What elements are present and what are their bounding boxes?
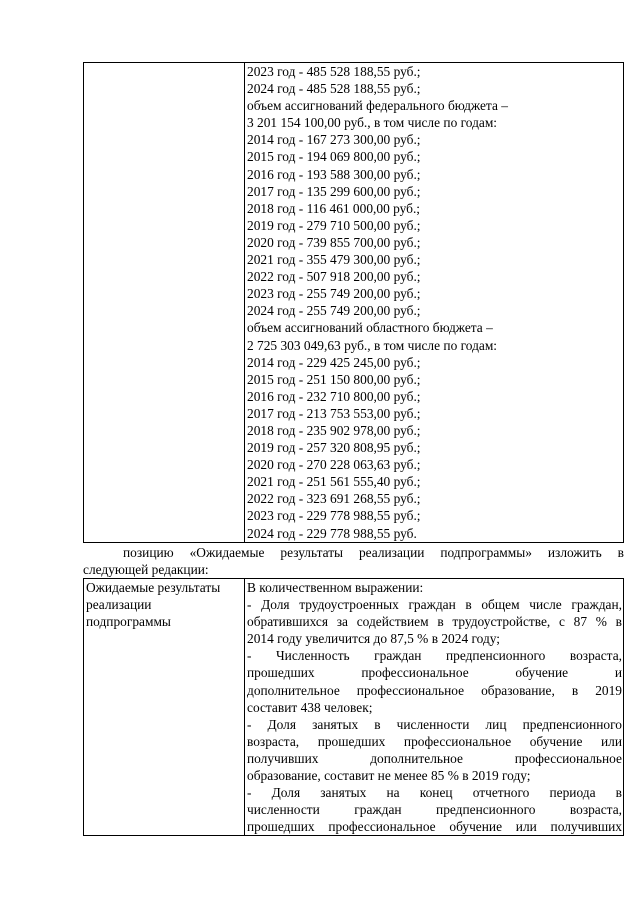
funding-line: 2020 год - 270 228 063,63 руб.; (247, 457, 421, 473)
funding-line: 2019 год - 257 320 808,95 руб.; (247, 440, 421, 456)
result-item-line: - Доля трудоустроенных граждан в общем числе граждан, (247, 597, 622, 613)
result-item-line: прошедших профессиональное обучение и (247, 665, 622, 681)
result-item-line: обратившихся за содействием в трудоустройстве, с 87 % в (247, 614, 622, 630)
funding-line: 2015 год - 194 069 800,00 руб.; (247, 149, 421, 165)
funding-line: 2 725 303 049,63 руб., в том числе по годам: (247, 337, 498, 353)
funding-line: 2019 год - 279 710 500,00 руб.; (247, 217, 421, 233)
label-line: подпрограммы (86, 614, 171, 630)
instruction-line-1: позицию «Ожидаемые результаты реализации подпрограммы» изложить в (123, 545, 624, 560)
empty-label-cell (84, 63, 245, 543)
funding-line: 2024 год - 255 749 200,00 руб.; (247, 303, 421, 319)
funding-table (83, 62, 624, 543)
label-line: Ожидаемые результаты (86, 580, 221, 595)
funding-line: 2016 год - 193 588 300,00 руб.; (247, 166, 421, 182)
funding-line: 2022 год - 507 918 200,00 руб.; (247, 269, 421, 285)
table-row (84, 579, 624, 836)
funding-line: 2014 год - 167 273 300,00 руб.; (247, 132, 421, 148)
funding-line: 2017 год - 213 753 553,00 руб.; (247, 405, 421, 421)
funding-line: 2023 год - 485 528 188,55 руб.; (247, 64, 421, 79)
instruction-paragraph (83, 544, 624, 578)
result-item-line: - Доля занятых на конец отчетного периода в (247, 785, 622, 801)
label-line: реализации (86, 597, 152, 613)
funding-line: 2023 год - 255 749 200,00 руб.; (247, 286, 421, 302)
result-item-line: прошедших профессиональное обучение или получивших (247, 819, 622, 835)
funding-cell (245, 63, 624, 543)
funding-line: 2022 год - 323 691 268,55 руб.; (247, 491, 421, 507)
funding-line: 2014 год - 229 425 245,00 руб.; (247, 354, 421, 370)
result-item-line: возраста, прошедших профессиональное обучение или (247, 733, 622, 749)
funding-line: 2023 год - 229 778 988,55 руб.; (247, 508, 421, 524)
funding-line: 2024 год - 485 528 188,55 руб.; (247, 81, 421, 97)
funding-line: 3 201 154 100,00 руб., в том числе по годам: (247, 115, 498, 131)
funding-line: 2020 год - 739 855 700,00 руб.; (247, 234, 421, 250)
funding-line: 2018 год - 116 461 000,00 руб.; (247, 200, 421, 216)
funding-line: 2021 год - 355 479 300,00 руб.; (247, 252, 421, 268)
result-item-line: получивших дополнительное профессиональное (247, 750, 622, 766)
result-item-line: - Численность граждан предпенсионного возраста, (247, 648, 622, 664)
result-item-line: составит 438 человек; (247, 699, 373, 715)
table-row (84, 63, 624, 543)
funding-line: 2016 год - 232 710 800,00 руб.; (247, 388, 421, 404)
result-item-line: 2014 году увеличится до 87,5 % в 2024 году; (247, 631, 501, 647)
result-item-line: дополнительное профессиональное образование, в 2019 (247, 682, 622, 698)
funding-line: 2018 год - 235 902 978,00 руб.; (247, 422, 421, 438)
funding-line: объем ассигнований областного бюджета – (247, 320, 493, 336)
instruction-line-2: следующей редакции: (83, 562, 209, 577)
funding-line: 2017 год - 135 299 600,00 руб.; (247, 183, 421, 199)
results-heading: В количественном выражении: (247, 580, 424, 595)
result-item-line: - Доля занятых в численности лиц предпенсионного (247, 716, 622, 732)
results-table (83, 578, 624, 836)
funding-line: 2024 год - 229 778 988,55 руб. (247, 525, 417, 541)
funding-line: 2021 год - 251 561 555,40 руб.; (247, 474, 421, 490)
results-label-cell (84, 579, 245, 836)
funding-line: объем ассигнований федерального бюджета – (247, 98, 508, 114)
funding-line: 2015 год - 251 150 800,00 руб.; (247, 371, 421, 387)
results-content-cell (245, 579, 624, 836)
result-item-line: образование, составит не менее 85 % в 2019 году; (247, 768, 531, 784)
result-item-line: численности граждан предпенсионного возраста, (247, 802, 622, 818)
